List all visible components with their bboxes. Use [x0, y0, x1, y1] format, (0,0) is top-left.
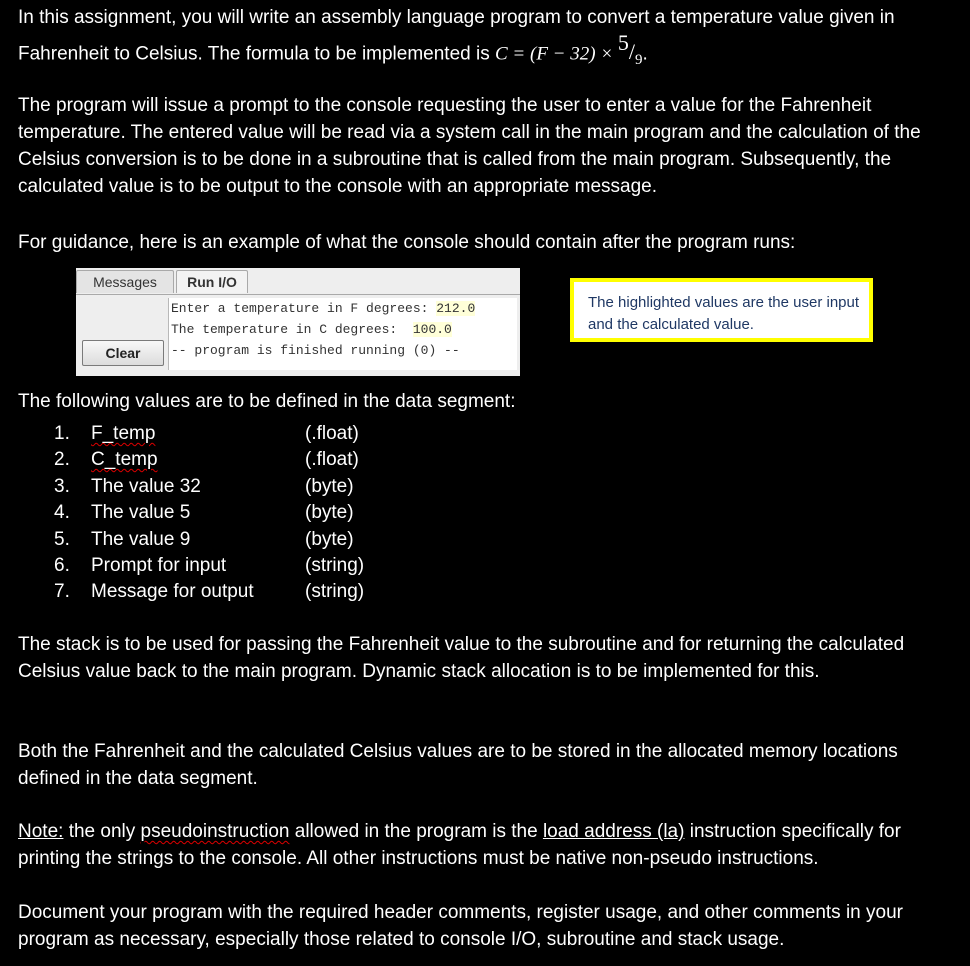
console-example [76, 268, 520, 376]
tab-divider [76, 294, 520, 295]
prompt-paragraph: The program will issue a prompt to the console requesting the user to enter a value for the Fahrenheit temperature. The entered value will be read via a system call in the main program and the calculation of the Celsius conversion is to be done in a subroutine that is called from the main program. Subsequently, the calculated value is to be output to the console with an appropriate message. [18, 95, 921, 197]
highlight-note-box: The highlighted values are the user input and the calculated value. [570, 278, 873, 342]
intro-paragraph: In this assignment, you will write an assembly language program to convert a temperature value given in Fahrenheit to Celsius. The formula to be implemented is $C = (F - 32) \times ^5/_9$. [18, 7, 895, 69]
fraction: $^5/_9$ [617, 30, 643, 69]
tab-run-io[interactable]: Run I/O [176, 270, 248, 293]
calculated-value: 100.0 [412, 322, 452, 337]
console-line-finished: -- program is finished running (0) -- [171, 343, 460, 358]
console-line-output: The temperature in C degrees: 100.0 [171, 322, 452, 337]
clear-button[interactable]: Clear [82, 340, 164, 366]
note-paragraph: Note: the only pseudoinstruction allowed in the program is the load address (la) instruction specifically for printing the strings to the console. All other instructions must be native non-pseudo instructions. [18, 821, 901, 869]
storage-paragraph: Both the Fahrenheit and the calculated Celsius values are to be stored in the allocated memory locations defined in the data segment. [18, 741, 898, 789]
formula: $C = (F - 32) \times ^5/_9$ [495, 30, 643, 69]
user-input-value: 212.0 [436, 301, 476, 316]
note-label: Note: [18, 821, 64, 842]
console-output [168, 298, 517, 370]
console-tabs [76, 268, 520, 294]
console-line-input: Enter a temperature in F degrees: 212.0 [171, 301, 476, 316]
list-intro: The following values are to be defined in the data segment: [18, 391, 516, 412]
guidance-paragraph: For guidance, here is an example of what the console should contain after the program runs: [18, 232, 796, 253]
documentation-paragraph: Document your program with the required header comments, register usage, and other comments in your program as necessary, especially those related to console I/O, subroutine and stack usage. [18, 902, 903, 950]
tab-messages[interactable]: Messages [76, 270, 174, 293]
pseudoinstruction-term: pseudoinstruction [140, 821, 290, 842]
stack-paragraph: The stack is to be used for passing the Fahrenheit value to the subroutine and for returning the calculated Celsius value back to the main program. Dynamic stack allocation is to be implemented for this. [18, 634, 905, 682]
intro-text: In this assignment, you will write an assembly language program to convert a temperature value given in Fahrenheit to Celsius. The formula to be implemented is [18, 7, 895, 65]
load-address-term: load address (la) [542, 821, 685, 842]
